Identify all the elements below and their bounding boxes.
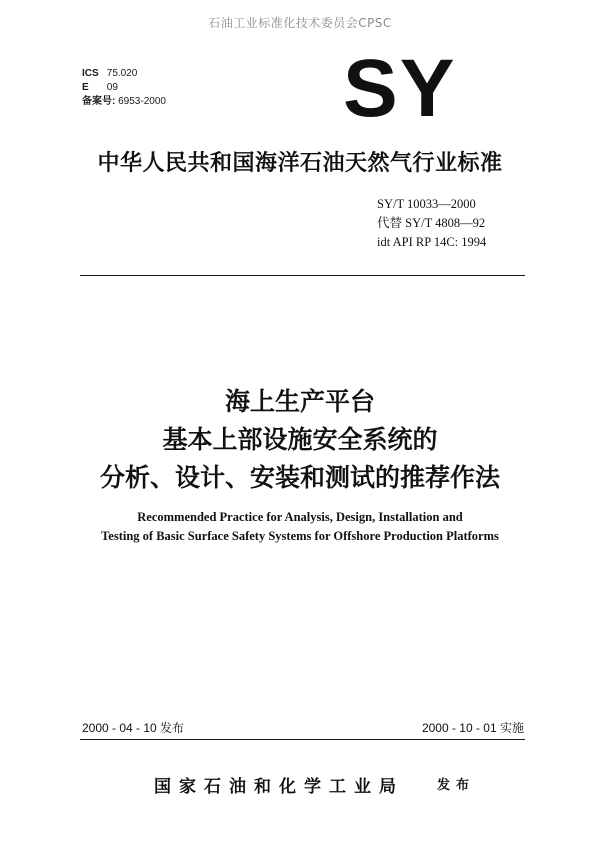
chinese-title bbox=[0, 383, 600, 497]
filing-row bbox=[82, 95, 166, 109]
e-row bbox=[82, 81, 166, 95]
sy-logo: SY bbox=[343, 43, 457, 134]
implementation-date: 2000 - 10 - 01 实施 bbox=[421, 721, 524, 735]
filing-key: 备案号: bbox=[82, 96, 116, 107]
chinese-title-line-2: 基本上部设施安全系统的 bbox=[162, 425, 438, 454]
filing-value: 6953-2000 bbox=[118, 96, 166, 107]
watermark-text: 石油工业标准化技术委员会CPSC bbox=[208, 16, 392, 30]
e-value: 09 bbox=[106, 82, 118, 93]
ics-value: 75.020 bbox=[106, 68, 138, 79]
ics-row bbox=[82, 67, 166, 81]
standard-codes bbox=[377, 195, 486, 252]
bottom-divider bbox=[80, 739, 525, 740]
standard-title: 中华人民共和国海洋石油天然气行业标准 bbox=[97, 151, 503, 176]
top-divider bbox=[80, 275, 525, 276]
issue-date: 2000 - 04 - 10 发布 bbox=[82, 721, 185, 735]
e-key: E bbox=[82, 82, 89, 93]
chinese-title-line-1: 海上生产平台 bbox=[224, 387, 375, 416]
english-title-line-2: Testing of Basic Surface Safety Systems for Offshore Production Platforms bbox=[101, 529, 499, 543]
publisher-name: 国家石油和化学工业局 bbox=[154, 777, 404, 797]
ics-key: ICS bbox=[82, 68, 99, 79]
chinese-title-line-3: 分析、设计、安装和测试的推荐作法 bbox=[99, 463, 500, 492]
classification-block bbox=[82, 67, 166, 109]
idt-reference: idt API RP 14C: 1994 bbox=[377, 235, 487, 249]
english-title-line-1: Recommended Practice for Analysis, Design, Installation and bbox=[137, 510, 463, 524]
standard-number: SY/T 10033—2000 bbox=[377, 197, 476, 211]
english-title bbox=[0, 508, 600, 546]
replaces-standard: 代替 SY/T 4808—92 bbox=[377, 216, 486, 230]
publish-label: 发布 bbox=[437, 778, 476, 793]
